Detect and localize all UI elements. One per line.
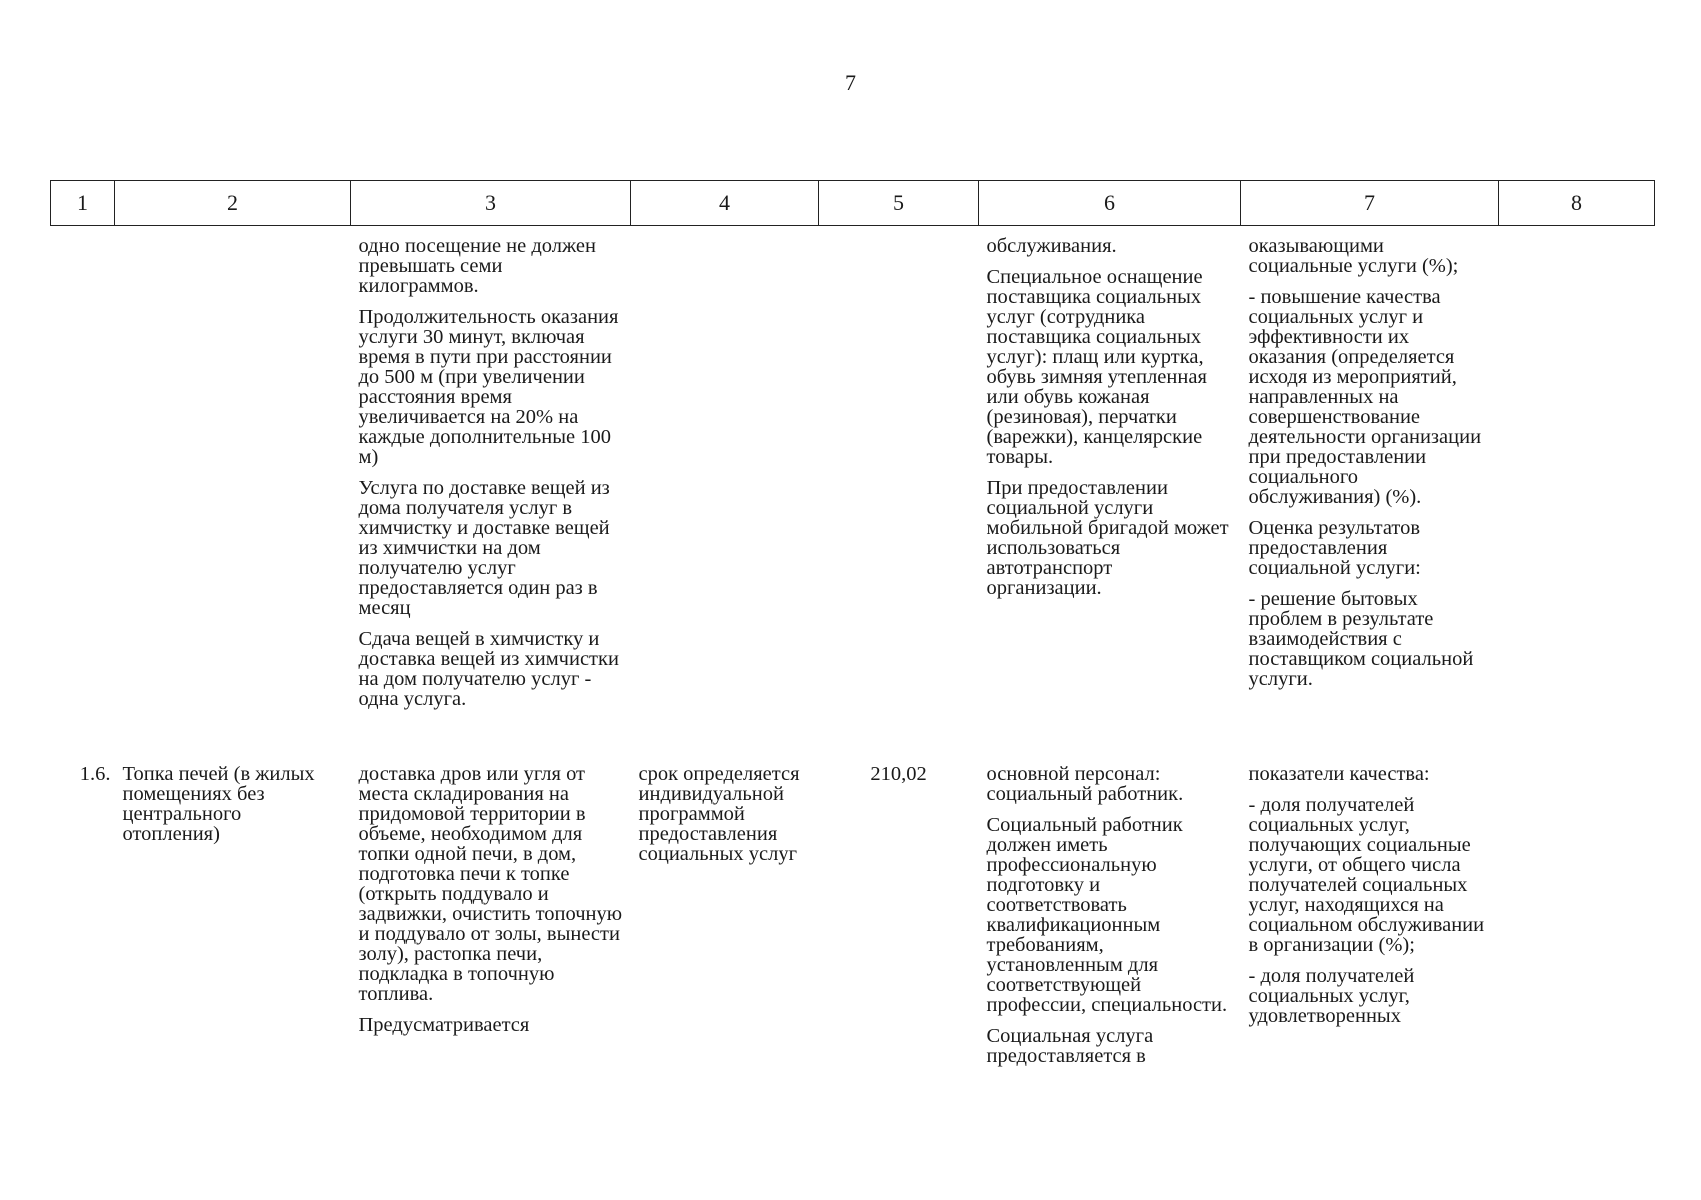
column-header-8: 8 — [1499, 181, 1655, 226]
cont-col3-text: Сдача вещей в химчистку и доставка вещей из химчистки на дом получателю услуг - одна услуга. — [358, 628, 619, 710]
service-description-text: доставка дров или угля от места складирования на придомовой территории в объеме, необходимом для топки одной печи, в дом, подготовка печи к топке (открыть поддувало и задвижки, очистить топочную и поддувало от золы, вынести золу), растопка печи, подкладка в топочную топлива. — [358, 763, 623, 1005]
column-number-header — [51, 181, 1655, 226]
service-quality-text: - доля получателей социальных услуг, получающих социальные услуги, от общего числа получателей социальных услуг, находящихся на социальном обслуживании в организации (%); — [1248, 794, 1485, 956]
cont-col3-text: Услуга по доставке вещей из дома получателя услуг в химчистку и доставке вещей из химчистки на дом получателю услуг предоставляется один раз в месяц — [358, 477, 610, 619]
cont-col5 — [819, 226, 979, 735]
cont-col6-text: обслуживания. — [986, 235, 1117, 257]
column-header-6: 6 — [979, 181, 1241, 226]
service-conditions-text: основной персонал: социальный работник. — [986, 763, 1184, 805]
service-conditions-text: Социальная услуга предоставляется в — [986, 1025, 1154, 1067]
service-quality-text: - доля получателей социальных услуг, удовлетворенных — [1248, 965, 1415, 1027]
cont-col2 — [115, 226, 351, 735]
column-header-4: 4 — [631, 181, 819, 226]
column-header-3: 3 — [351, 181, 631, 226]
service-name: Топка печей (в жилых помещениях без центрального отопления) — [122, 763, 315, 845]
service-price: 210,02 — [870, 763, 927, 785]
services-table — [50, 180, 1655, 1091]
column-header-5: 5 — [819, 181, 979, 226]
cont-col3-text: Продолжительность оказания услуги 30 минут, включая время в пути при расстоянии до 500 м (при увеличении расстояния время увеличивается на 20% на каждые дополнительные 100 м) — [358, 306, 619, 468]
cont-col7 — [1241, 226, 1499, 735]
column-header-7: 7 — [1241, 181, 1499, 226]
service-quality — [1241, 734, 1499, 1091]
service-col8 — [1499, 734, 1655, 1091]
continuation-row — [51, 226, 1655, 735]
service-description-text: Предусматривается — [358, 1014, 530, 1036]
cont-col6-text: При предоставлении социальной услуги мобильной бригадой может использоваться автотранспорт организации. — [986, 477, 1229, 599]
cont-col3 — [351, 226, 631, 735]
cont-col7-text: - повышение качества социальных услуг и эффективности их оказания (определяется исходя из мероприятий, направленных на совершенствование деятельности организации при предоставлении социального обслуживания) (%). — [1248, 286, 1482, 508]
cont-col6-text: Специальное оснащение поставщика социальных услуг (сотрудника поставщика социальных услуг): плащ или куртка, обувь зимняя утепленная или обувь кожаная (резиновая), перчатки (варежки), канцелярские товары. — [986, 266, 1207, 468]
cont-col8 — [1499, 226, 1655, 735]
service-number: 1.6. — [79, 763, 111, 785]
cont-col7-text: - решение бытовых проблем в результате взаимодействия с поставщиком социальной услуги. — [1248, 588, 1474, 690]
cont-col3-text: одно посещение не должен превышать семи килограммов. — [358, 235, 596, 297]
service-conditions-text: Социальный работник должен иметь профессиональную подготовку и соответствовать квалификационным требованиям, установленным для соответствующей профессии, специальности. — [986, 814, 1228, 1016]
column-header-1: 1 — [51, 181, 115, 226]
service-conditions — [979, 734, 1241, 1091]
column-header-2: 2 — [115, 181, 351, 226]
cont-col7-text: оказывающими социальные услуги (%); — [1248, 235, 1459, 277]
cont-col1 — [51, 226, 115, 735]
cont-col4 — [631, 226, 819, 735]
service-description — [351, 734, 631, 1091]
page-number: 7 — [845, 70, 856, 95]
service-quality-text: показатели качества: — [1248, 763, 1430, 785]
service-row — [51, 734, 1655, 1091]
cont-col7-text: Оценка результатов предоставления социальной услуги: — [1248, 517, 1421, 579]
cont-col6 — [979, 226, 1241, 735]
service-term: срок определяется индивидуальной программой предоставления социальных услуг — [638, 763, 800, 865]
